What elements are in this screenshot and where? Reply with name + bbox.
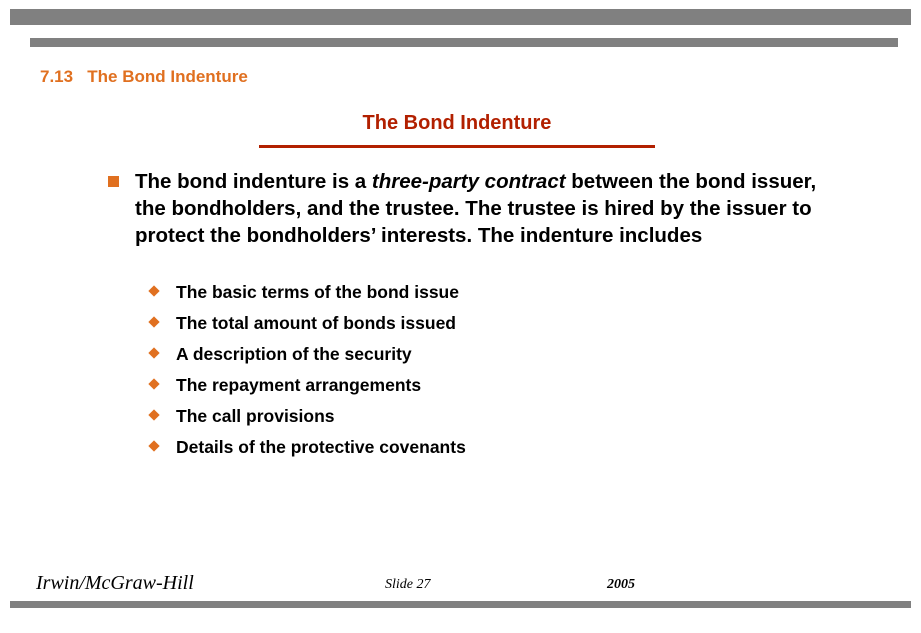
list-item-text: A description of the security [176, 344, 412, 364]
title-underline [259, 145, 655, 148]
main-bullet-text [135, 168, 825, 249]
main-bullet-text-start: The bond indenture is a [135, 170, 372, 193]
diamond-bullet-icon [148, 285, 159, 296]
footer-publisher: Irwin/McGraw-Hill [36, 572, 194, 594]
bottom-decorative-bar [10, 601, 911, 608]
diamond-bullet-icon [148, 347, 159, 358]
section-label: 7.13 The Bond Indenture [40, 67, 248, 86]
list-item-text: Details of the protective covenants [176, 437, 466, 457]
diamond-bullet-icon [148, 316, 159, 327]
list-item-text: The call provisions [176, 406, 335, 426]
square-bullet-icon [108, 176, 119, 187]
list-item-text: The basic terms of the bond issue [176, 282, 459, 302]
footer-year: 2005 [607, 577, 635, 592]
slide-title: The Bond Indenture [362, 112, 552, 134]
top-decorative-bar-thin [30, 38, 898, 47]
diamond-bullet-icon [148, 440, 159, 451]
footer-slide-number: Slide 27 [385, 577, 431, 592]
list-item-text: The total amount of bonds issued [176, 313, 456, 333]
diamond-bullet-icon [148, 409, 159, 420]
top-decorative-bar [10, 9, 911, 25]
diamond-bullet-icon [148, 378, 159, 389]
main-bullet-text-end: between the bond issuer, the bondholders, and the trustee. The trustee is hired by the issuer to protect the bondholders’ interests. The indenture includes [135, 170, 817, 247]
list-item-text: The repayment arrangements [176, 375, 422, 395]
main-bullet-emphasis: three-party contract [371, 170, 566, 193]
